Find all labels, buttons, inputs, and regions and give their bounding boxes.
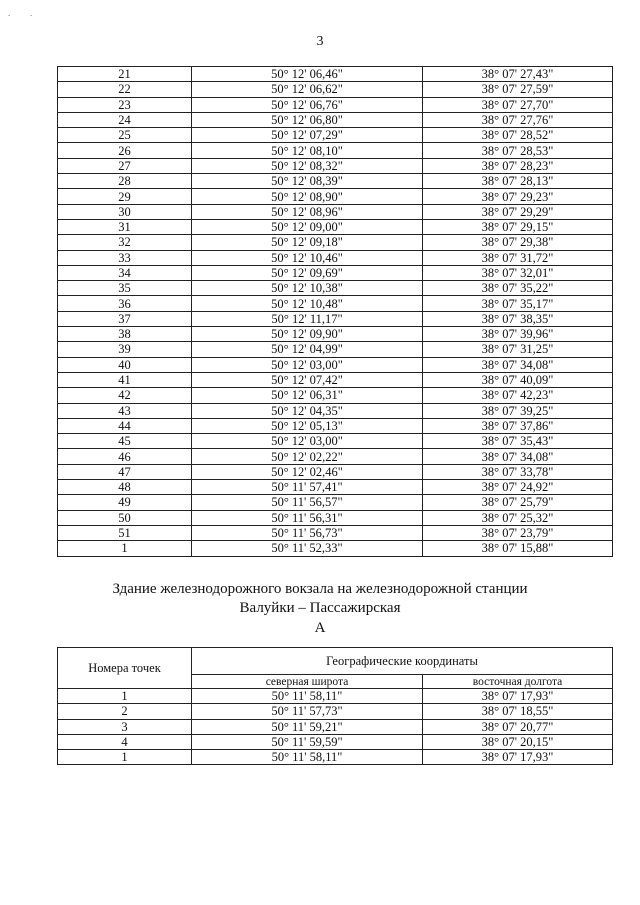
latitude-cell: 50° 12' 09,18" — [192, 235, 423, 250]
latitude-cell: 50° 12' 04,35" — [192, 403, 423, 418]
latitude-cell: 50° 12' 06,80" — [192, 112, 423, 127]
point-number-cell: 43 — [58, 403, 192, 418]
point-number-cell: 51 — [58, 525, 192, 540]
longitude-cell: 38° 07' 18,55" — [423, 704, 613, 719]
table-row — [58, 281, 613, 296]
margin-mark-left: . — [8, 8, 11, 18]
point-number-cell: 3 — [58, 719, 192, 734]
table-row — [58, 372, 613, 387]
point-number-cell: 27 — [58, 158, 192, 173]
point-number-cell: 50 — [58, 510, 192, 525]
point-number-cell: 30 — [58, 204, 192, 219]
header-points: Номера точек — [58, 648, 192, 689]
point-number-cell: 39 — [58, 342, 192, 357]
latitude-cell: 50° 12' 06,31" — [192, 388, 423, 403]
longitude-cell: 38° 07' 28,52" — [423, 128, 613, 143]
longitude-cell: 38° 07' 33,78" — [423, 464, 613, 479]
table-row — [58, 357, 613, 372]
latitude-cell: 50° 12' 03,00" — [192, 357, 423, 372]
latitude-cell: 50° 12' 09,00" — [192, 219, 423, 234]
point-number-cell: 36 — [58, 296, 192, 311]
point-number-cell: 24 — [58, 112, 192, 127]
coordinates-table-continued — [57, 66, 613, 557]
latitude-cell: 50° 11' 56,31" — [192, 510, 423, 525]
longitude-cell: 38° 07' 20,77" — [423, 719, 613, 734]
table-row — [58, 128, 613, 143]
table-row — [58, 750, 613, 765]
longitude-cell: 38° 07' 23,79" — [423, 525, 613, 540]
point-number-cell: 48 — [58, 480, 192, 495]
point-number-cell: 35 — [58, 281, 192, 296]
table-row — [58, 189, 613, 204]
table-row — [58, 734, 613, 749]
table-row — [58, 480, 613, 495]
table-row — [58, 388, 613, 403]
latitude-cell: 50° 12' 03,00" — [192, 434, 423, 449]
table-row — [58, 434, 613, 449]
longitude-cell: 38° 07' 17,93" — [423, 689, 613, 704]
table-row — [58, 250, 613, 265]
point-number-cell: 40 — [58, 357, 192, 372]
table-row — [58, 265, 613, 280]
latitude-cell: 50° 12' 09,90" — [192, 327, 423, 342]
latitude-cell: 50° 12' 09,69" — [192, 265, 423, 280]
table-row — [58, 143, 613, 158]
table-row — [58, 296, 613, 311]
longitude-cell: 38° 07' 29,15" — [423, 219, 613, 234]
latitude-cell: 50° 12' 11,17" — [192, 311, 423, 326]
longitude-cell: 38° 07' 35,22" — [423, 281, 613, 296]
longitude-cell: 38° 07' 17,93" — [423, 750, 613, 765]
latitude-cell: 50° 12' 08,90" — [192, 189, 423, 204]
latitude-cell: 50° 11' 58,11" — [192, 689, 423, 704]
table-row — [58, 510, 613, 525]
table-row — [58, 403, 613, 418]
point-number-cell: 37 — [58, 311, 192, 326]
table-row — [58, 112, 613, 127]
longitude-cell: 38° 07' 25,32" — [423, 510, 613, 525]
point-number-cell: 23 — [58, 97, 192, 112]
header-latitude: северная широта — [192, 675, 423, 689]
longitude-cell: 38° 07' 27,43" — [423, 67, 613, 82]
section-title-line1: Здание железнодорожного вокзала на железнодорожной станции — [112, 581, 528, 597]
point-number-cell: 29 — [58, 189, 192, 204]
section-letter: А — [314, 620, 326, 636]
latitude-cell: 50° 11' 52,33" — [192, 541, 423, 556]
table-row — [58, 541, 613, 556]
longitude-cell: 38° 07' 29,38" — [423, 235, 613, 250]
table-row — [58, 342, 613, 357]
table-row — [58, 311, 613, 326]
point-number-cell: 47 — [58, 464, 192, 479]
longitude-cell: 38° 07' 39,96" — [423, 327, 613, 342]
longitude-cell: 38° 07' 28,13" — [423, 174, 613, 189]
longitude-cell: 38° 07' 34,08" — [423, 357, 613, 372]
latitude-cell: 50° 11' 56,73" — [192, 525, 423, 540]
latitude-cell: 50° 12' 06,62" — [192, 82, 423, 97]
longitude-cell: 38° 07' 37,86" — [423, 418, 613, 433]
longitude-cell: 38° 07' 31,72" — [423, 250, 613, 265]
latitude-cell: 50° 12' 06,76" — [192, 97, 423, 112]
table-row — [58, 449, 613, 464]
section-title-line2: Валуйки – Пассажирская — [239, 600, 401, 616]
point-number-cell: 41 — [58, 372, 192, 387]
table-row — [58, 464, 613, 479]
longitude-cell: 38° 07' 39,25" — [423, 403, 613, 418]
coordinates-table-body — [58, 67, 613, 557]
longitude-cell: 38° 07' 42,23" — [423, 388, 613, 403]
point-number-cell: 26 — [58, 143, 192, 158]
latitude-cell: 50° 12' 07,42" — [192, 372, 423, 387]
table-row — [58, 495, 613, 510]
table-row — [58, 67, 613, 82]
table-row — [58, 158, 613, 173]
longitude-cell: 38° 07' 24,92" — [423, 480, 613, 495]
point-number-cell: 33 — [58, 250, 192, 265]
latitude-cell: 50° 12' 02,46" — [192, 464, 423, 479]
latitude-cell: 50° 11' 59,59" — [192, 734, 423, 749]
longitude-cell: 38° 07' 25,79" — [423, 495, 613, 510]
point-number-cell: 2 — [58, 704, 192, 719]
point-number-cell: 4 — [58, 734, 192, 749]
table-row — [58, 704, 613, 719]
latitude-cell: 50° 12' 06,46" — [192, 67, 423, 82]
table-row — [58, 525, 613, 540]
point-number-cell: 44 — [58, 418, 192, 433]
longitude-cell: 38° 07' 29,29" — [423, 204, 613, 219]
table-row — [58, 219, 613, 234]
latitude-cell: 50° 12' 10,48" — [192, 296, 423, 311]
longitude-cell: 38° 07' 35,43" — [423, 434, 613, 449]
point-number-cell: 1 — [58, 541, 192, 556]
longitude-cell: 38° 07' 31,25" — [423, 342, 613, 357]
longitude-cell: 38° 07' 27,76" — [423, 112, 613, 127]
latitude-cell: 50° 12' 10,38" — [192, 281, 423, 296]
point-number-cell: 1 — [58, 689, 192, 704]
table-row — [58, 97, 613, 112]
point-number-cell: 49 — [58, 495, 192, 510]
table-row — [58, 204, 613, 219]
table-row — [58, 82, 613, 97]
point-number-cell: 31 — [58, 219, 192, 234]
longitude-cell: 38° 07' 38,35" — [423, 311, 613, 326]
table-row — [58, 235, 613, 250]
longitude-cell: 38° 07' 28,53" — [423, 143, 613, 158]
point-number-cell: 25 — [58, 128, 192, 143]
point-number-cell: 22 — [58, 82, 192, 97]
latitude-cell: 50° 12' 08,10" — [192, 143, 423, 158]
latitude-cell: 50° 11' 57,41" — [192, 480, 423, 495]
header-longitude: восточная долгота — [423, 675, 613, 689]
station-building-coordinates-table — [57, 647, 613, 765]
margin-mark-right: . — [30, 8, 33, 18]
station-table-body — [58, 689, 613, 765]
longitude-cell: 38° 07' 27,59" — [423, 82, 613, 97]
longitude-cell: 38° 07' 28,23" — [423, 158, 613, 173]
latitude-cell: 50° 11' 58,11" — [192, 750, 423, 765]
longitude-cell: 38° 07' 29,23" — [423, 189, 613, 204]
latitude-cell: 50° 12' 02,22" — [192, 449, 423, 464]
longitude-cell: 38° 07' 27,70" — [423, 97, 613, 112]
latitude-cell: 50° 11' 59,21" — [192, 719, 423, 734]
longitude-cell: 38° 07' 15,88" — [423, 541, 613, 556]
longitude-cell: 38° 07' 20,15" — [423, 734, 613, 749]
longitude-cell: 38° 07' 34,08" — [423, 449, 613, 464]
point-number-cell: 28 — [58, 174, 192, 189]
point-number-cell: 1 — [58, 750, 192, 765]
longitude-cell: 38° 07' 35,17" — [423, 296, 613, 311]
point-number-cell: 38 — [58, 327, 192, 342]
latitude-cell: 50° 12' 08,39" — [192, 174, 423, 189]
latitude-cell: 50° 12' 10,46" — [192, 250, 423, 265]
table-row — [58, 327, 613, 342]
page-number: 3 — [316, 34, 324, 49]
table-row — [58, 689, 613, 704]
longitude-cell: 38° 07' 40,09" — [423, 372, 613, 387]
header-geo-coordinates: Географические координаты — [192, 648, 613, 675]
latitude-cell: 50° 12' 07,29" — [192, 128, 423, 143]
point-number-cell: 21 — [58, 67, 192, 82]
longitude-cell: 38° 07' 32,01" — [423, 265, 613, 280]
table-row — [58, 174, 613, 189]
point-number-cell: 34 — [58, 265, 192, 280]
table-row — [58, 418, 613, 433]
point-number-cell: 32 — [58, 235, 192, 250]
latitude-cell: 50° 11' 56,57" — [192, 495, 423, 510]
point-number-cell: 45 — [58, 434, 192, 449]
table-row — [58, 719, 613, 734]
latitude-cell: 50° 12' 04,99" — [192, 342, 423, 357]
latitude-cell: 50° 12' 08,96" — [192, 204, 423, 219]
latitude-cell: 50° 11' 57,73" — [192, 704, 423, 719]
latitude-cell: 50° 12' 05,13" — [192, 418, 423, 433]
latitude-cell: 50° 12' 08,32" — [192, 158, 423, 173]
point-number-cell: 42 — [58, 388, 192, 403]
point-number-cell: 46 — [58, 449, 192, 464]
